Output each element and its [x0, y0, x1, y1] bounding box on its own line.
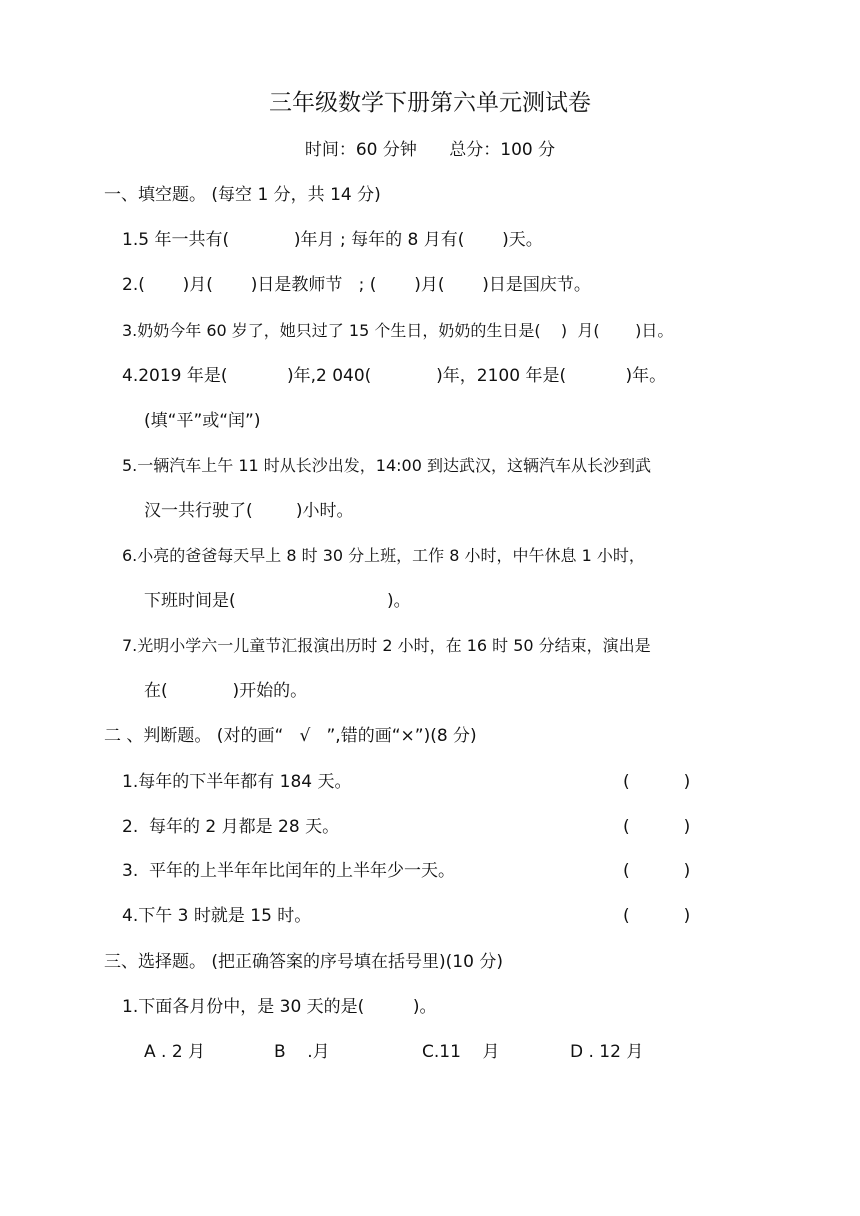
question-1-7-cont: 在( )开始的。 — [144, 681, 308, 701]
choice-option-c: C.11 月 — [422, 1042, 500, 1062]
judge-item-3: 3. 平年的上半年年比闰年的上半年少一天。 — [122, 861, 456, 881]
choice-option-d: D . 12 月 — [570, 1042, 644, 1062]
question-1-6-cont: 下班时间是( )。 — [144, 591, 411, 611]
judge-item-4: 4.下午 3 时就是 15 时。 — [122, 906, 312, 926]
choice-option-b: B .月 — [274, 1042, 330, 1062]
question-1-7: 7.光明小学六一儿童节汇报演出历时 2 小时，在 16 时 50 分结束，演出是 — [122, 636, 651, 655]
page-title: 三年级数学下册第六单元测试卷 — [269, 90, 591, 116]
choice-question-1: 1.下面各月份中，是 30 天的是( )。 — [122, 997, 437, 1017]
question-1-5-cont: 汉一共行驶了( )小时。 — [144, 501, 354, 521]
question-1-6: 6.小亮的爸爸每天早上 8 时 30 分上班，工作 8 小时，中午休息 1 小时， — [122, 546, 645, 565]
question-1-1: 1.5 年一共有( )年月 ; 每年的 8 月有( )天。 — [122, 230, 543, 250]
question-1-5: 5.一辆汽车上午 11 时从长沙出发，14:00 到达武汉，这辆汽车从长沙到武 — [122, 456, 651, 475]
choice-option-a: A . 2 月 — [144, 1042, 206, 1062]
question-1-4-note: (填“平”或“闰”) — [144, 411, 261, 431]
section2-heading: 二 、判断题。 (对的画“ √ ”,错的画“×”)(8 分) — [104, 726, 477, 746]
question-1-4: 4.2019 年是( )年,2 040( )年，2100 年是( )年。 — [122, 366, 667, 386]
judge-answer-4: ( ) — [623, 906, 691, 926]
question-1-3: 3.奶奶今年 60 岁了，她只过了 15 个生日，奶奶的生日是( ) 月( )日。 — [122, 321, 674, 340]
exam-info: 时间：60 分钟 总分：100 分 — [304, 140, 556, 160]
judge-item-2: 2. 每年的 2 月都是 28 天。 — [122, 817, 340, 837]
judge-answer-2: ( ) — [623, 817, 691, 837]
section1-heading: 一、填空题。 (每空 1 分，共 14 分) — [104, 185, 381, 205]
judge-answer-3: ( ) — [623, 861, 691, 881]
question-1-2: 2.( )月( )日是教师节 ; ( )月( )日是国庆节。 — [122, 275, 591, 295]
judge-answer-1: ( ) — [623, 772, 691, 792]
judge-item-1: 1.每年的下半年都有 184 天。 — [122, 772, 352, 792]
section3-heading: 三、选择题。 (把正确答案的序号填在括号里)(10 分) — [104, 952, 503, 972]
